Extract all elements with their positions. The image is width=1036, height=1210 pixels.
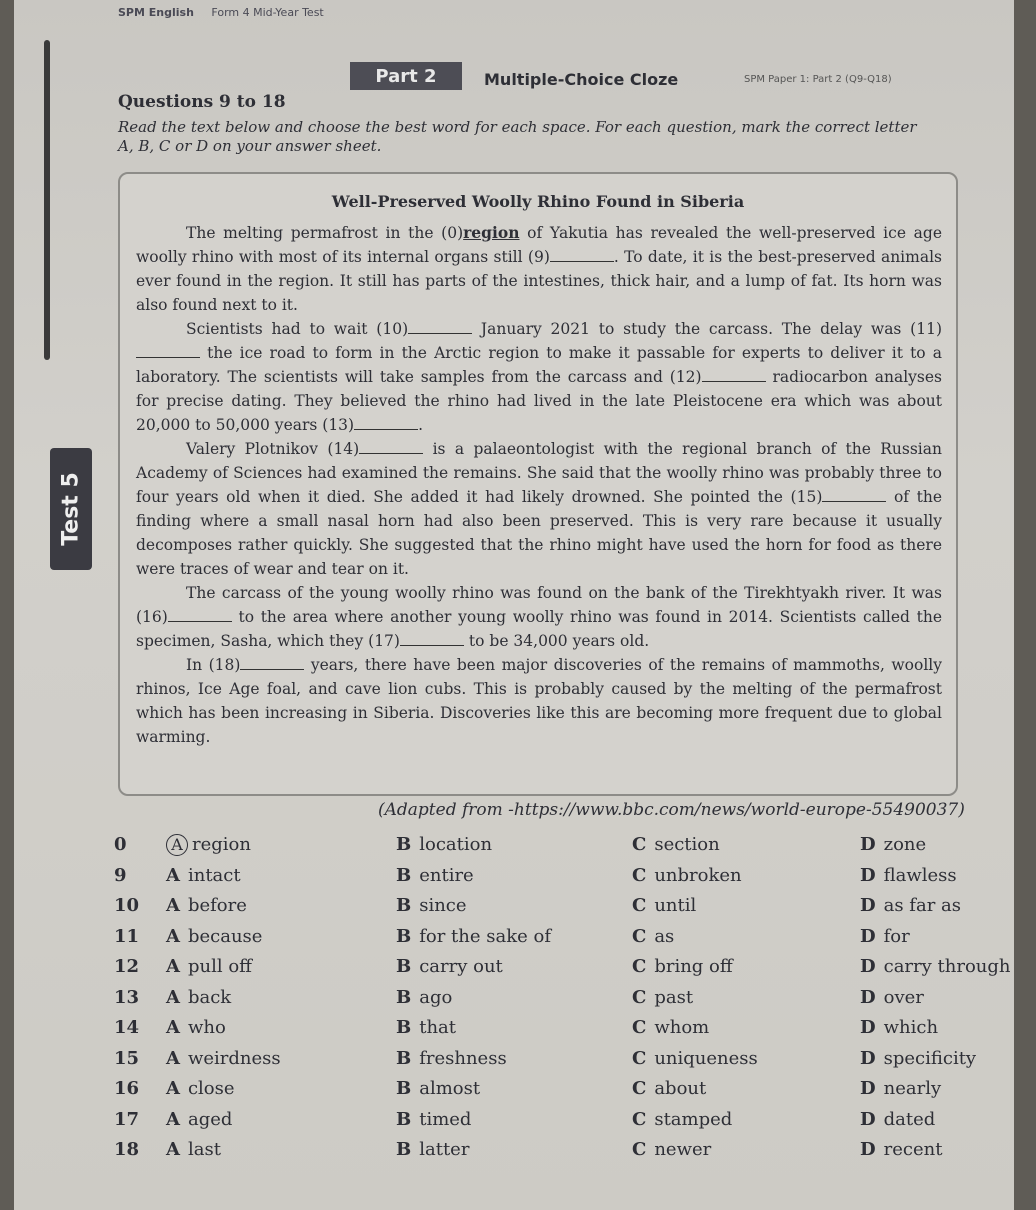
question-number: 14 — [114, 1017, 140, 1038]
option-b[interactable]: B that — [396, 1017, 457, 1038]
option-c[interactable]: C bring off — [632, 956, 733, 977]
question-number: 11 — [114, 925, 140, 947]
question-number: 18 — [114, 1139, 140, 1160]
selected-circle-icon: A — [166, 834, 188, 856]
blank-18 — [240, 669, 304, 670]
option-b[interactable]: B almost — [396, 1078, 481, 1099]
option-row — [114, 1040, 1014, 1071]
option-b[interactable]: B entire — [396, 864, 474, 886]
example-answer: region — [463, 223, 520, 242]
option-row — [114, 887, 1014, 918]
option-b[interactable]: B location — [396, 834, 493, 855]
option-c[interactable]: C until — [632, 895, 697, 916]
questions-label: Questions 9 to 18 — [118, 92, 286, 112]
blank-16 — [168, 621, 232, 622]
question-number: 0 — [114, 834, 127, 855]
part-title: Multiple-Choice Cloze — [484, 70, 679, 89]
option-c[interactable]: C past — [632, 986, 694, 1008]
instructions: Read the text below and choose the best word for each space. For each question, mark the correct letter A, B, C or D on your answer sheet. — [118, 118, 917, 155]
paragraph-4: The carcass of the young woolly rhino was found on the bank of the Tirekhtyakh river. It was (16) to the area where another young woolly rhino was found in 2014. Scientists called the specimen, Sasha, which they (17) to be 34,000 years old. — [136, 584, 942, 650]
option-d[interactable]: D flawless — [860, 864, 957, 886]
paragraph-5: In (18) years, there have been major discoveries of the remains of mammoths, woolly rhinos, Ice Age foal, and cave lion cubs. This is probably caused by the melting of the permafrost which has been increasing in Siberia. Discoveries like this are becoming more frequent due to global warming. — [136, 656, 942, 746]
option-row — [114, 979, 1014, 1010]
option-d[interactable]: D which — [860, 1017, 939, 1038]
question-number: 10 — [114, 895, 140, 916]
question-number: 13 — [114, 986, 140, 1008]
option-c[interactable]: C unbroken — [632, 864, 742, 886]
part-reference: SPM Paper 1: Part 2 (Q9-Q18) — [744, 74, 892, 85]
option-c[interactable]: C about — [632, 1078, 707, 1099]
blank-10 — [408, 333, 472, 334]
blank-17 — [400, 645, 464, 646]
option-a[interactable]: A back — [166, 986, 232, 1008]
header-subtitle: Form 4 Mid-Year Test — [211, 6, 324, 19]
option-a[interactable]: A because — [166, 925, 263, 947]
option-c[interactable]: C uniqueness — [632, 1047, 758, 1069]
option-d[interactable]: D recent — [860, 1139, 943, 1160]
paragraph-2: Scientists had to wait (10) January 2021 to study the carcass. The delay was (11) the ice road to form in the Arctic region to make it passable for experts to deliver it to a laboratory. The scientists will take samples from the carcass and (12) radiocarbon analyses for precise dating. They believed the rhino had lived in the late Pleistocene era which was about 20,000 to 50,000 years (13) . — [136, 320, 942, 434]
option-d[interactable]: D zone — [860, 834, 927, 855]
binder-edge — [44, 40, 50, 360]
option-row — [114, 918, 1014, 949]
blank-12 — [702, 381, 766, 382]
answer-options — [114, 826, 1014, 1162]
question-number: 12 — [114, 956, 140, 977]
option-b[interactable]: B latter — [396, 1139, 470, 1160]
blank-13 — [354, 429, 418, 430]
question-number: 15 — [114, 1047, 140, 1069]
header-brand: SPM English — [118, 6, 194, 19]
option-a[interactable]: A before — [166, 895, 247, 916]
blank-11 — [136, 357, 200, 358]
side-tab-label: Test 5 — [58, 472, 84, 546]
option-d[interactable]: D for — [860, 925, 910, 947]
question-number: 17 — [114, 1108, 140, 1130]
worksheet-page — [14, 0, 1014, 1210]
option-row — [114, 1101, 1014, 1132]
option-c[interactable]: C stamped — [632, 1108, 733, 1130]
option-a[interactable]: A region — [166, 834, 251, 856]
option-a[interactable]: A aged — [166, 1108, 233, 1130]
option-b[interactable]: B for the sake of — [396, 925, 551, 947]
option-b[interactable]: B ago — [396, 986, 453, 1008]
option-b[interactable]: B timed — [396, 1108, 472, 1130]
option-c[interactable]: C as — [632, 925, 675, 947]
option-row — [114, 1131, 1014, 1162]
option-d[interactable]: D nearly — [860, 1078, 942, 1099]
option-row — [114, 948, 1014, 979]
option-c[interactable]: C newer — [632, 1139, 712, 1160]
blank-14 — [359, 453, 423, 454]
option-a[interactable]: A weirdness — [166, 1047, 281, 1069]
option-c[interactable]: C section — [632, 834, 720, 855]
passage-body — [136, 221, 942, 749]
option-d[interactable]: D carry through — [860, 956, 1011, 977]
option-d[interactable]: D dated — [860, 1108, 936, 1130]
option-a[interactable]: A pull off — [166, 956, 252, 977]
page-header — [118, 6, 324, 19]
paragraph-3: Valery Plotnikov (14) is a palaeontologist with the regional branch of the Russian Academy of Sciences had examined the remains. She said that the woolly rhino was probably three to four years old when it died. She added it had likely drowned. She pointed the (15) of the finding where a small nasal horn had also been preserved. This is very rare because it usually decomposes rather quickly. She suggested that the rhino might have used the horn for food as there were traces of wear and tear on it. — [136, 440, 942, 578]
paragraph-1: The melting permafrost in the (0)region of Yakutia has revealed the well-preserved ice age woolly rhino with most of its internal organs still (9) . To date, it is the best-preserved animals ever found in the region. It still has parts of the intestines, thick hair, and a lump of fat. Its horn was also found next to it. — [136, 223, 942, 314]
question-number: 16 — [114, 1078, 140, 1099]
option-a[interactable]: A who — [166, 1017, 226, 1038]
passage-box — [118, 172, 958, 796]
option-b[interactable]: B freshness — [396, 1047, 507, 1069]
option-row — [114, 857, 1014, 888]
option-row — [114, 1070, 1014, 1101]
source-citation: (Adapted from -https://www.bbc.com/news/world-europe-55490037) — [378, 800, 965, 820]
question-number: 9 — [114, 864, 127, 886]
part-badge: Part 2 — [350, 62, 462, 90]
option-d[interactable]: D over — [860, 986, 924, 1008]
passage-title: Well-Preserved Woolly Rhino Found in Siberia — [331, 192, 745, 211]
option-d[interactable]: D as far as — [860, 895, 961, 916]
option-a[interactable]: A intact — [166, 864, 241, 886]
option-b[interactable]: B since — [396, 895, 467, 916]
option-a[interactable]: A close — [166, 1078, 235, 1099]
blank-15 — [822, 501, 886, 502]
test-side-tab — [50, 448, 92, 570]
option-d[interactable]: D specificity — [860, 1047, 977, 1069]
option-row — [114, 1009, 1014, 1040]
option-a[interactable]: A last — [166, 1139, 221, 1160]
option-row — [114, 826, 1014, 857]
blank-9 — [550, 261, 614, 262]
option-c[interactable]: C whom — [632, 1017, 710, 1038]
option-b[interactable]: B carry out — [396, 956, 503, 977]
